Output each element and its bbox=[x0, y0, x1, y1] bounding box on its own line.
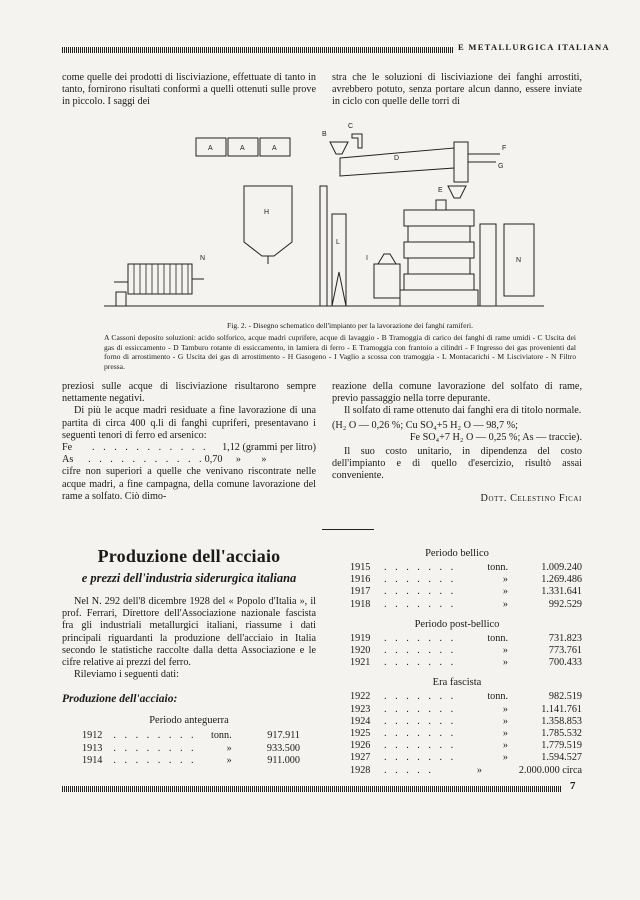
article-p1: Nel N. 292 dell'8 dicembre 1928 del « Popolo d'Italia », il prof. Ferrari, Direttore dell'Associazione nazionale fascista fra gli industriali metallurgici italiani, riassume i dati principali riguardanti la produzione dell'acciaio in Italia secondo le statistiche raccolte dalla detta Associazione e le cifre relative ai prezzi del ferro. bbox=[62, 596, 316, 669]
label-n-2: N bbox=[516, 257, 522, 264]
article-p2: Rileviamo i seguenti dati: bbox=[74, 669, 179, 681]
figure-legend: A Cassoni deposito soluzioni: acido solforico, acque madri cuprifere, acque di lavaggio - B Tramoggia di carico dei fanghi di rame umidi - C Uscita dei gas di essiccamento - D Tamburo rotante di essiccamento, in lamiera di ferro - E Tramoggia con frantoio a cilindri - F Ingresso dei gas provenienti dal forno di arrostimento - G Uscita dei gas di arrostimento - H Gasogeno - I Vaglio a scossa con tramoggia - L Montacarichi - M Lisciviatore - N Filtro pressa. bbox=[104, 333, 576, 371]
formula-line-1: (H₂ O — 0,26 %; Cu SO₄+5 H₂ O — 98,7 %; bbox=[332, 419, 518, 431]
table-row: 1924 . . . . . . . » 1.358.853 bbox=[350, 715, 582, 727]
label-e: E bbox=[438, 187, 443, 194]
hopper-e bbox=[448, 186, 466, 198]
table-row: 1918 . . . . . . . » 992.529 bbox=[350, 598, 582, 610]
label-c: C bbox=[348, 123, 354, 130]
mid-right-column bbox=[332, 381, 582, 505]
table-row: 1927 . . . . . . . » 1.594.527 bbox=[350, 752, 582, 764]
running-title: E METALLURGICA ITALIANA bbox=[458, 42, 610, 52]
label-l: L bbox=[336, 239, 340, 246]
label-g: G bbox=[498, 163, 504, 170]
article-subtitle: e prezzi dell'industria siderurgica italiana bbox=[81, 571, 297, 585]
table-row: 1921 . . . . . . . » 700.433 bbox=[350, 657, 582, 669]
label-a-3: A bbox=[272, 145, 277, 152]
roasting-furnace bbox=[400, 200, 478, 306]
table-row: 1913 . . . . . . . . » 933.500 bbox=[82, 742, 300, 754]
screen-i bbox=[374, 264, 400, 298]
signature: Dott. Celestino Ficai bbox=[480, 492, 582, 504]
table-row: 1919 . . . . . . . tonn. 731.823 bbox=[350, 632, 582, 644]
fe-row: Fe . . . . . . . . . . . 1,12 (grammi per litro) bbox=[62, 442, 316, 454]
label-d: D bbox=[394, 155, 400, 162]
mid-right-p3: Il suo costo unitario, in dipendenza del costo dell'impianto e di quello d'esercizio, risultò assai conveniente. bbox=[332, 446, 582, 482]
table-row: 1926 . . . . . . . » 1.779.519 bbox=[350, 740, 582, 752]
as-row: As . . . . . . . . . . . 0,70 » » bbox=[62, 454, 267, 466]
table-row: 1928 . . . . . » 2.000.000 circa bbox=[350, 764, 582, 776]
period-name-3: Era fascista bbox=[432, 677, 482, 689]
formula-line-2: Fe SO₄+7 H₂ O — 0,25 %; As — traccie). bbox=[409, 431, 582, 443]
label-n: N bbox=[200, 255, 206, 262]
label-h: H bbox=[264, 209, 270, 216]
drum-d bbox=[340, 148, 454, 176]
outlet-c bbox=[352, 134, 362, 148]
mid-left-p1: preziosi sulle acque di lisciviazione risultarono sempre nettamente negativi. bbox=[62, 381, 316, 405]
table-row: 1922 . . . . . . . tonn. 982.519 bbox=[350, 691, 582, 703]
mid-left-p2: Di più le acque madri residuate a fine lavorazione di una partita di circa 400 q.li di fanghi cupriferi, presentavano i seguenti tenori di ferro ed arsenico: bbox=[62, 405, 316, 441]
table-row: 1915 . . . . . . . tonn. 1.009.240 bbox=[350, 562, 582, 573]
figure-caption: Fig. 2. - Disegno schematico dell'impianto per la lavorazione dei fanghi ramiferi. bbox=[227, 321, 473, 330]
section-heading: Produzione dell'acciaio: bbox=[62, 693, 178, 706]
page-number: 7 bbox=[570, 780, 576, 792]
top-text-left: come quelle dei prodotti di lisciviazione, effettuate di tanto in tanto, fornirono risultati conformi a quelli ottenuti sulle prove in piccolo. I saggi dei bbox=[62, 72, 316, 108]
label-i: I bbox=[366, 255, 368, 262]
table-row: 1917 . . . . . . . » 1.331.641 bbox=[350, 586, 582, 598]
gas-producer-h bbox=[480, 224, 496, 306]
table-row: 1914 . . . . . . . . » 911.000 bbox=[82, 754, 300, 766]
label-a-2: A bbox=[240, 145, 245, 152]
hoist-l bbox=[332, 214, 346, 306]
footer-rule bbox=[62, 786, 562, 792]
section-divider bbox=[322, 529, 374, 530]
table-row: 1916 . . . . . . . » 1.269.486 bbox=[350, 574, 582, 586]
article-right bbox=[332, 548, 582, 777]
top-text-right: stra che le soluzioni di lisciviazione dei fanghi arrostiti, avrebbero potuto, senza portare alcun danno, essere inviate in ciclo con quelle delle torri di bbox=[332, 72, 582, 108]
article-title: Produzione dell'acciaio bbox=[97, 546, 281, 566]
label-b: B bbox=[322, 131, 327, 138]
label-a: A bbox=[208, 145, 213, 152]
tall-column bbox=[320, 186, 327, 306]
table-row: 1912 . . . . . . . . tonn. 917.911 bbox=[82, 730, 300, 742]
header-rule bbox=[62, 47, 454, 53]
table-row: 1920 . . . . . . . » 773.761 bbox=[350, 645, 582, 657]
article-left bbox=[62, 546, 316, 767]
mid-right-p1: reazione della comune lavorazione del solfato di rame, previo passaggio nella torre depurante. bbox=[332, 381, 582, 405]
table-row: 1925 . . . . . . . » 1.785.532 bbox=[350, 728, 582, 740]
plant-diagram bbox=[104, 114, 544, 314]
hopper-b bbox=[330, 142, 348, 154]
mid-right-p2: Il solfato di rame ottenuto dai fanghi era di titolo normale. bbox=[344, 405, 582, 417]
mid-left-column bbox=[62, 381, 316, 503]
label-f: F bbox=[502, 145, 507, 152]
period-name-1: Periodo bellico bbox=[425, 548, 489, 559]
table-row: 1923 . . . . . . . » 1.141.761 bbox=[350, 703, 582, 715]
period-name-0: Periodo anteguerra bbox=[149, 715, 229, 727]
period-name-2: Periodo post-bellico bbox=[414, 618, 500, 630]
leacher-m bbox=[244, 186, 292, 256]
mid-left-p3: cifre non superiori a quelle che venivano riscontrate nelle acque madri, a fine campagna, della comune lavorazione del rame a solfato. Ciò dimo- bbox=[62, 466, 316, 502]
